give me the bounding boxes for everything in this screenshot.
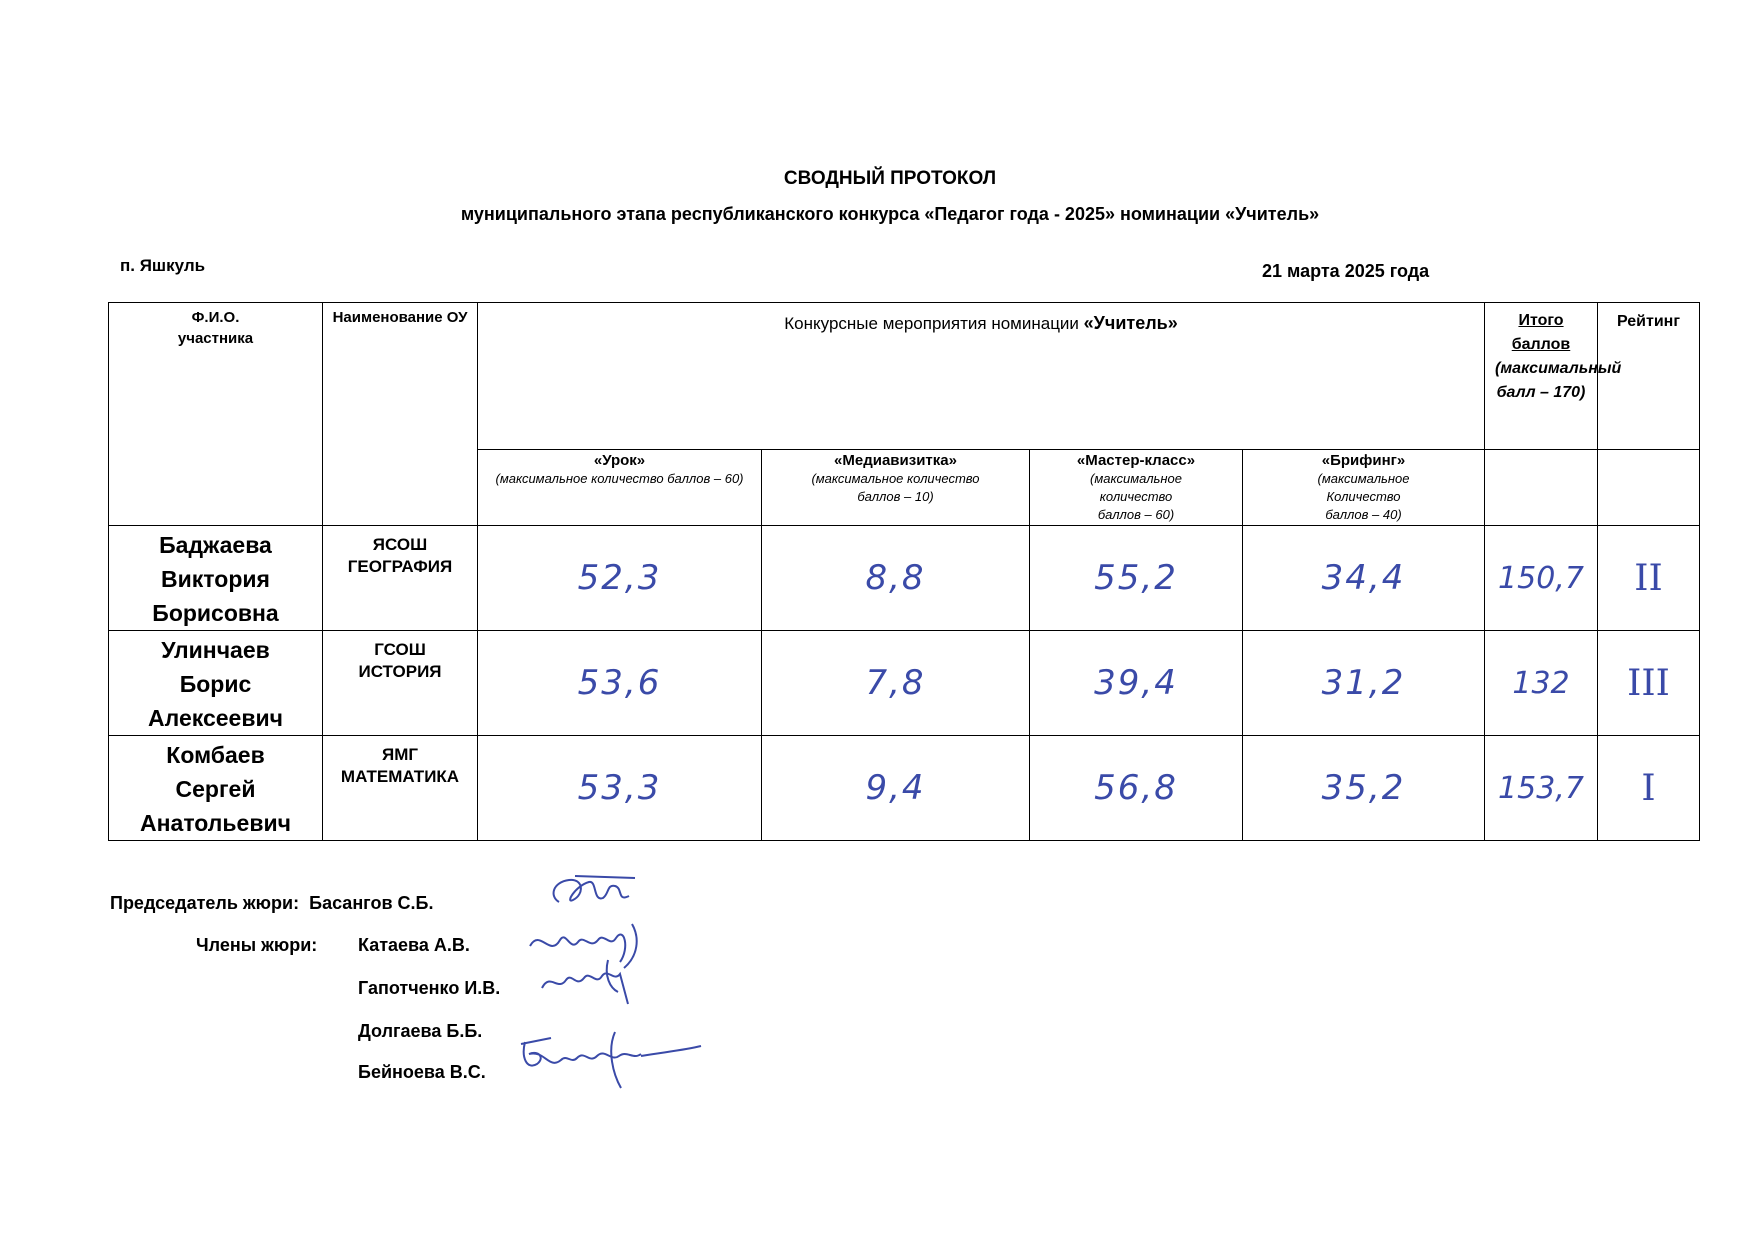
- participant-school: ЯМГ МАТЕМАТИКА: [323, 736, 478, 841]
- table-row: [109, 631, 1700, 736]
- jury-member: Катаева А.В.: [358, 935, 470, 955]
- event-briefing-note: (максимальное Количество баллов – 40): [1317, 471, 1410, 522]
- score-lesson: 53,6: [478, 631, 762, 736]
- score-briefing: 34,4: [1243, 526, 1485, 631]
- event-master-name: «Мастер-класс»: [1076, 452, 1196, 469]
- score-briefing: 31,2: [1243, 631, 1485, 736]
- results-table: [108, 302, 1700, 841]
- event-lesson-note: (максимальное количество баллов – 60): [495, 471, 744, 486]
- score-total: 150,7: [1485, 526, 1598, 631]
- score-media: 8,8: [762, 526, 1030, 631]
- jury-member: Долгаева Б.Б.: [358, 1021, 483, 1041]
- header-school: Наименование ОУ: [323, 303, 478, 526]
- table-row: [109, 526, 1700, 631]
- participant-school: ЯСОШ ГЕОГРАФИЯ: [323, 526, 478, 631]
- jury-chair-label: Председатель жюри:: [110, 893, 300, 913]
- table-row: [109, 736, 1700, 841]
- signature-member-4: [515, 1030, 705, 1092]
- header-total: [1485, 303, 1622, 450]
- event-media: [762, 450, 1030, 526]
- header-events-prefix: Конкурсные мероприятия номинации: [784, 314, 1084, 333]
- document-title: СВОДНЫЙ ПРОТОКОЛ: [783, 168, 997, 189]
- event-lesson: [478, 450, 762, 526]
- score-lesson: 52,3: [478, 526, 762, 631]
- header-total-note: (максимальный балл – 170): [1495, 360, 1622, 401]
- score-media: 7,8: [762, 631, 1030, 736]
- event-lesson-name: «Урок»: [593, 452, 646, 469]
- rating-value: III: [1598, 631, 1700, 736]
- document-subtitle: муниципального этапа республиканского конкурса «Педагог года - 2025» номинации «Учитель»: [460, 204, 1320, 224]
- jury-member: Бейноева В.С.: [358, 1062, 486, 1082]
- jury-members-label: Члены жюри:: [196, 935, 318, 955]
- header-name: Ф.И.О. участника: [109, 303, 323, 526]
- jury-chair-name: Басангов С.Б.: [309, 893, 434, 913]
- score-media: 9,4: [762, 736, 1030, 841]
- event-master-note: (максимальное количество баллов – 60): [1090, 471, 1182, 522]
- score-lesson: 53,3: [478, 736, 762, 841]
- event-media-name: «Медиавизитка»: [834, 452, 957, 469]
- header-total-title: Итого баллов: [1511, 312, 1571, 353]
- participant-name: Баджаева Виктория Борисовна: [109, 526, 323, 631]
- document-date: 21 марта 2025 года: [1262, 261, 1430, 281]
- event-briefing-name: «Брифинг»: [1321, 452, 1406, 469]
- rating-value: II: [1598, 526, 1700, 631]
- header-rating: Рейтинг: [1598, 303, 1700, 450]
- total-empty-cell: [1485, 450, 1598, 526]
- rating-value: I: [1598, 736, 1700, 841]
- signature-chair: [545, 872, 645, 914]
- participant-name: Комбаев Сергей Анатольевич: [109, 736, 323, 841]
- event-briefing: [1243, 450, 1485, 526]
- score-total: 132: [1485, 631, 1598, 736]
- event-media-note: (максимальное количество баллов – 10): [811, 471, 980, 504]
- participant-school: ГСОШ ИСТОРИЯ: [323, 631, 478, 736]
- event-master: [1030, 450, 1243, 526]
- score-master: 55,2: [1030, 526, 1243, 631]
- header-events: [478, 303, 1485, 450]
- score-master: 39,4: [1030, 631, 1243, 736]
- jury-chair: [110, 893, 433, 914]
- header-events-nomination: «Учитель»: [1083, 313, 1178, 333]
- signature-member-2: [538, 958, 648, 1018]
- score-total: 153,7: [1485, 736, 1598, 841]
- participant-name: Улинчаев Борис Алексеевич: [109, 631, 323, 736]
- jury-member: Гапотченко И.В.: [358, 978, 501, 998]
- score-master: 56,8: [1030, 736, 1243, 841]
- rating-empty-cell: [1598, 450, 1700, 526]
- document-place: п. Яшкуль: [120, 256, 206, 275]
- score-briefing: 35,2: [1243, 736, 1485, 841]
